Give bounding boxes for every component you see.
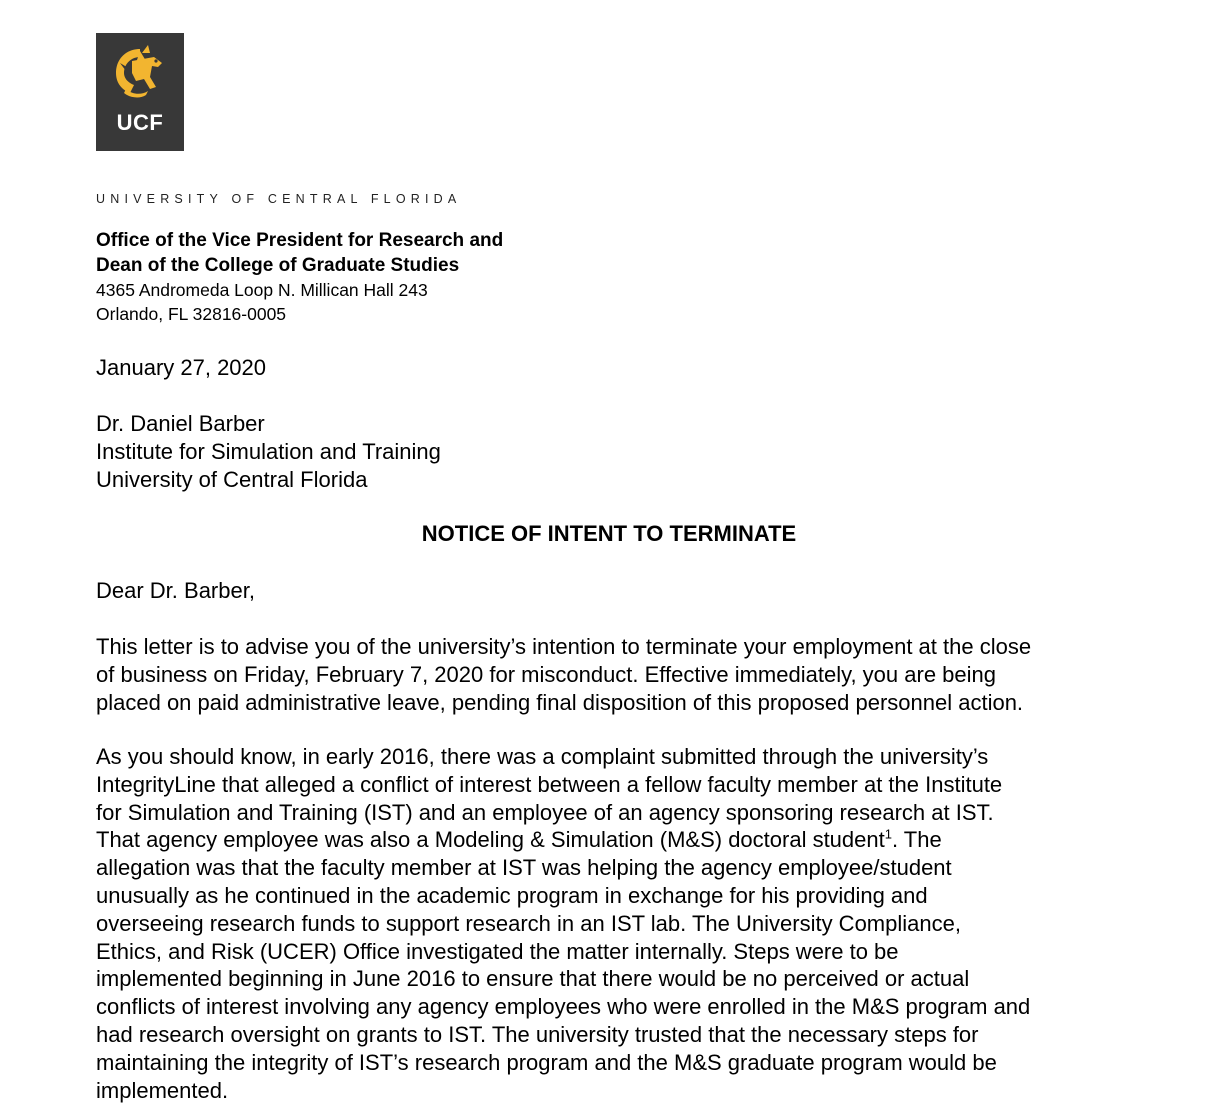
paragraph-line: conflicts of interest involving any agency employees who were enrolled in the M&S program and bbox=[96, 994, 1031, 1020]
office-address-line1: 4365 Andromeda Loop N. Millican Hall 243 bbox=[96, 280, 428, 300]
paragraph-1 bbox=[96, 633, 1156, 716]
university-name: UNIVERSITY OF CENTRAL FLORIDA bbox=[96, 192, 462, 206]
paragraph-line: This letter is to advise you of the university’s intention to terminate your employment at the close bbox=[96, 634, 1032, 659]
office-title-line2: Dean of the College of Graduate Studies bbox=[96, 255, 460, 276]
paragraph-line-with-footnote bbox=[96, 826, 1156, 854]
paragraph-line: placed on paid administrative leave, pending final disposition of this proposed personnel action. bbox=[96, 689, 1024, 715]
office-header bbox=[96, 228, 503, 326]
paragraph-line: had research oversight on grants to IST. The university trusted that the necessary steps for bbox=[96, 1021, 979, 1047]
paragraph-line: IntegrityLine that alleged a conflict of interest between a fellow faculty member at the Institute bbox=[96, 771, 1003, 797]
paragraph-line: implemented. bbox=[96, 1077, 229, 1103]
letter-subject: NOTICE OF INTENT TO TERMINATE bbox=[421, 521, 797, 546]
recipient-block bbox=[96, 410, 441, 494]
ucf-logo bbox=[96, 33, 184, 151]
paragraph-line: As you should know, in early 2016, there was a complaint submitted through the university’s bbox=[96, 744, 989, 769]
paragraph-line: overseeing research funds to support research in an IST lab. The University Compliance, bbox=[96, 910, 961, 936]
footnote-line-start: That agency employee was also a Modeling & Simulation (M&S) doctoral student bbox=[96, 827, 885, 853]
paragraph-line: of business on Friday, February 7, 2020 for misconduct. Effective immediately, you are being bbox=[96, 661, 997, 687]
paragraph-line: Ethics, and Risk (UCER) Office investigated the matter internally. Steps were to be bbox=[96, 938, 899, 964]
paragraph-line: allegation was that the faculty member at IST was helping the agency employee/student bbox=[96, 855, 952, 881]
paragraph-line: maintaining the integrity of IST’s research program and the M&S graduate program would be bbox=[96, 1049, 997, 1075]
letter-date: January 27, 2020 bbox=[96, 355, 267, 380]
recipient-institution: University of Central Florida bbox=[96, 467, 368, 492]
salutation: Dear Dr. Barber, bbox=[96, 578, 255, 603]
office-address-line2: Orlando, FL 32816-0005 bbox=[96, 304, 287, 324]
logo-text: UCF bbox=[116, 110, 164, 135]
paragraph-line: for Simulation and Training (IST) and an employee of an agency sponsoring research at IST. bbox=[96, 799, 994, 825]
pegasus-icon bbox=[96, 33, 184, 113]
recipient-name: Dr. Daniel Barber bbox=[96, 411, 265, 436]
paragraph-line: unusually as he continued in the academic program in exchange for his providing and bbox=[96, 882, 928, 908]
footnote-marker[interactable]: 1 bbox=[884, 827, 892, 843]
office-title-line1: Office of the Vice President for Research and bbox=[96, 230, 504, 251]
recipient-department: Institute for Simulation and Training bbox=[96, 439, 441, 464]
paragraph-2 bbox=[96, 743, 1156, 1104]
footnote-line-end: . The bbox=[891, 827, 942, 853]
paragraph-line: implemented beginning in June 2016 to ensure that there would be no perceived or actual bbox=[96, 966, 970, 992]
